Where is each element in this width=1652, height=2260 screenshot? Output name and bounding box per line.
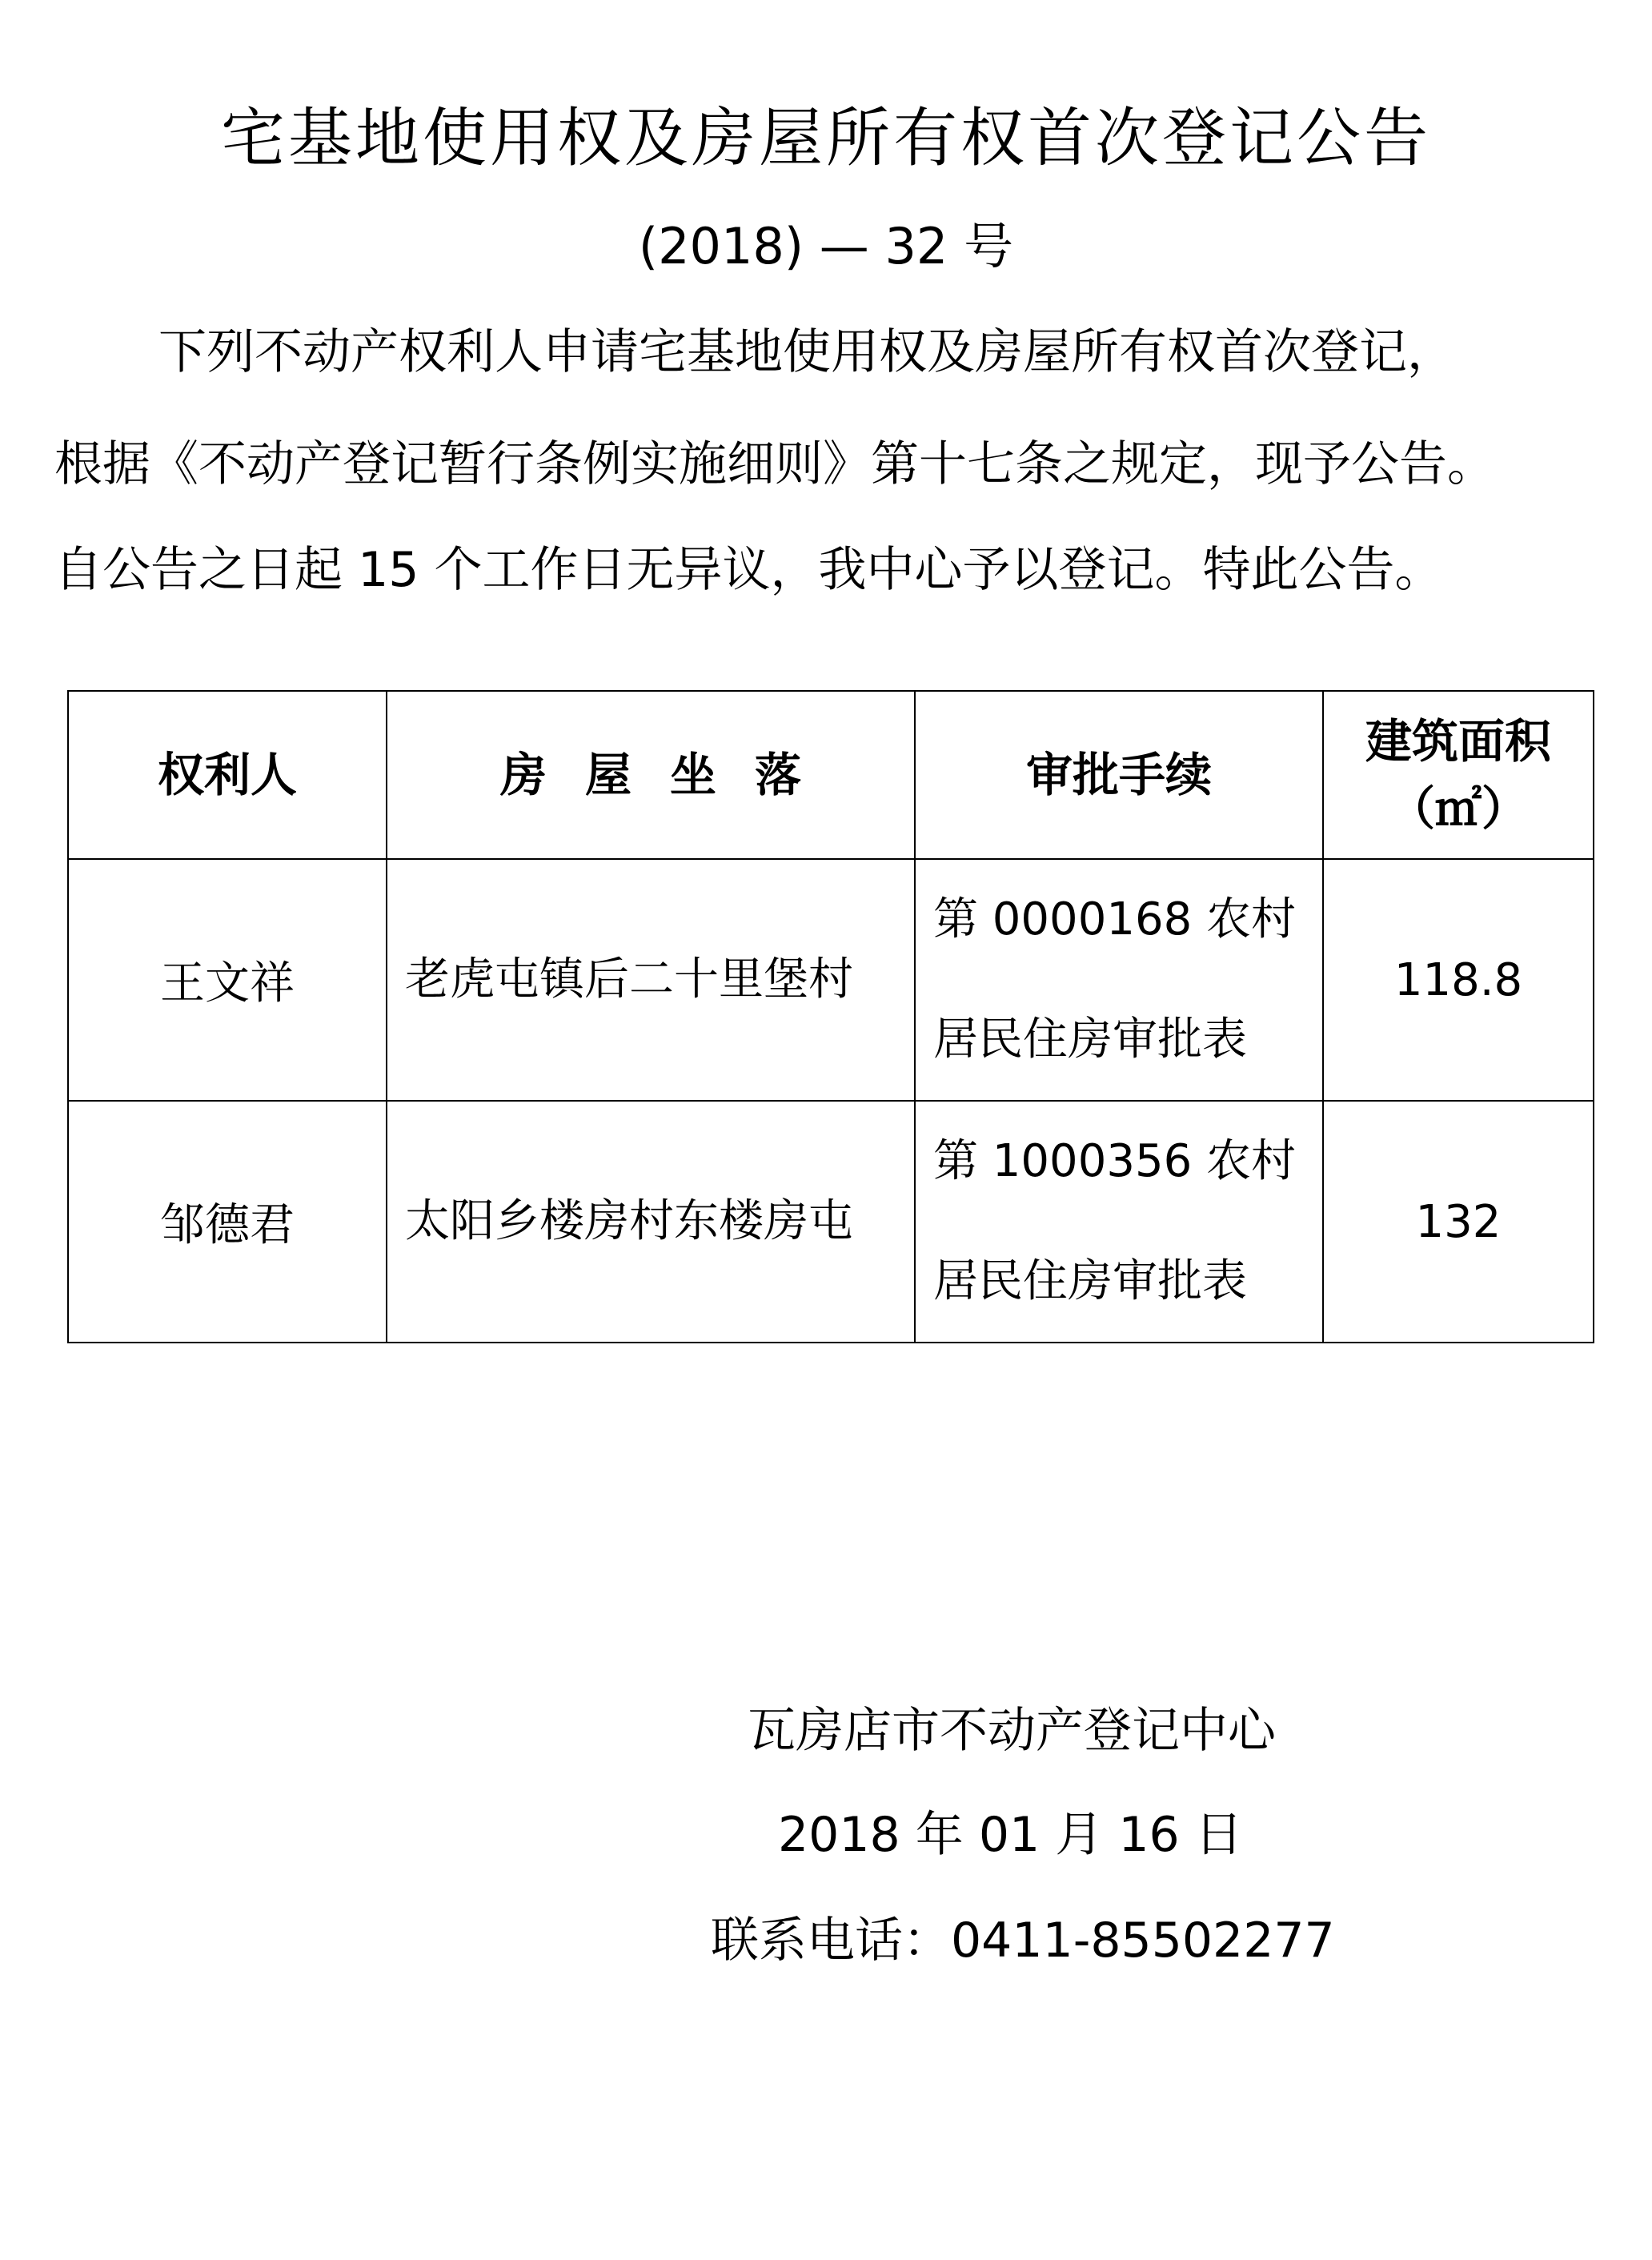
body-paragraph-line-1: 下列不动产权利人申请宅基地使用权及房屋所有权首次登记，	[158, 324, 1455, 380]
table-row	[68, 859, 1594, 1101]
table-row	[68, 1101, 1594, 1343]
document-number: (2018) — 32 号	[638, 217, 1014, 275]
cell-approval: 第 1000356 农村居民住房审批表	[915, 1101, 1323, 1343]
header-approval: 审批手续	[915, 691, 1323, 859]
cell-location: 老虎屯镇后二十里堡村	[387, 859, 915, 1101]
cell-area: 118.8	[1323, 859, 1594, 1101]
cell-location: 太阳乡楼房村东楼房屯	[387, 1101, 915, 1343]
page-title: 宅基地使用权及房屋所有权首次登记公告	[221, 101, 1431, 175]
header-holder: 权利人	[68, 691, 387, 859]
body-paragraph-line-3: 自公告之日起 15 个工作日无异议，我中心予以登记。特此公告。	[54, 542, 1443, 598]
header-area-label: 建筑面积	[1365, 714, 1551, 769]
registration-table	[67, 690, 1594, 1343]
cell-holder: 邹德君	[68, 1101, 387, 1343]
header-location: 房屋坐落	[387, 691, 915, 859]
header-area	[1323, 691, 1594, 859]
header-area-unit: （㎡）	[1388, 781, 1528, 836]
issuing-organization: 瓦房店市不动产登记中心	[748, 1703, 1276, 1759]
body-paragraph-line-2: 根据《不动产登记暂行条例实施细则》第十七条之规定，现予公告。	[54, 436, 1495, 492]
cell-area: 132	[1323, 1101, 1594, 1343]
issue-date: 2018 年 01 月 16 日	[778, 1807, 1243, 1863]
cell-holder: 王文祥	[68, 859, 387, 1101]
cell-approval: 第 0000168 农村居民住房审批表	[915, 859, 1323, 1101]
contact-phone: 联系电话：0411-85502277	[711, 1913, 1335, 1969]
table-header-row	[68, 691, 1594, 859]
